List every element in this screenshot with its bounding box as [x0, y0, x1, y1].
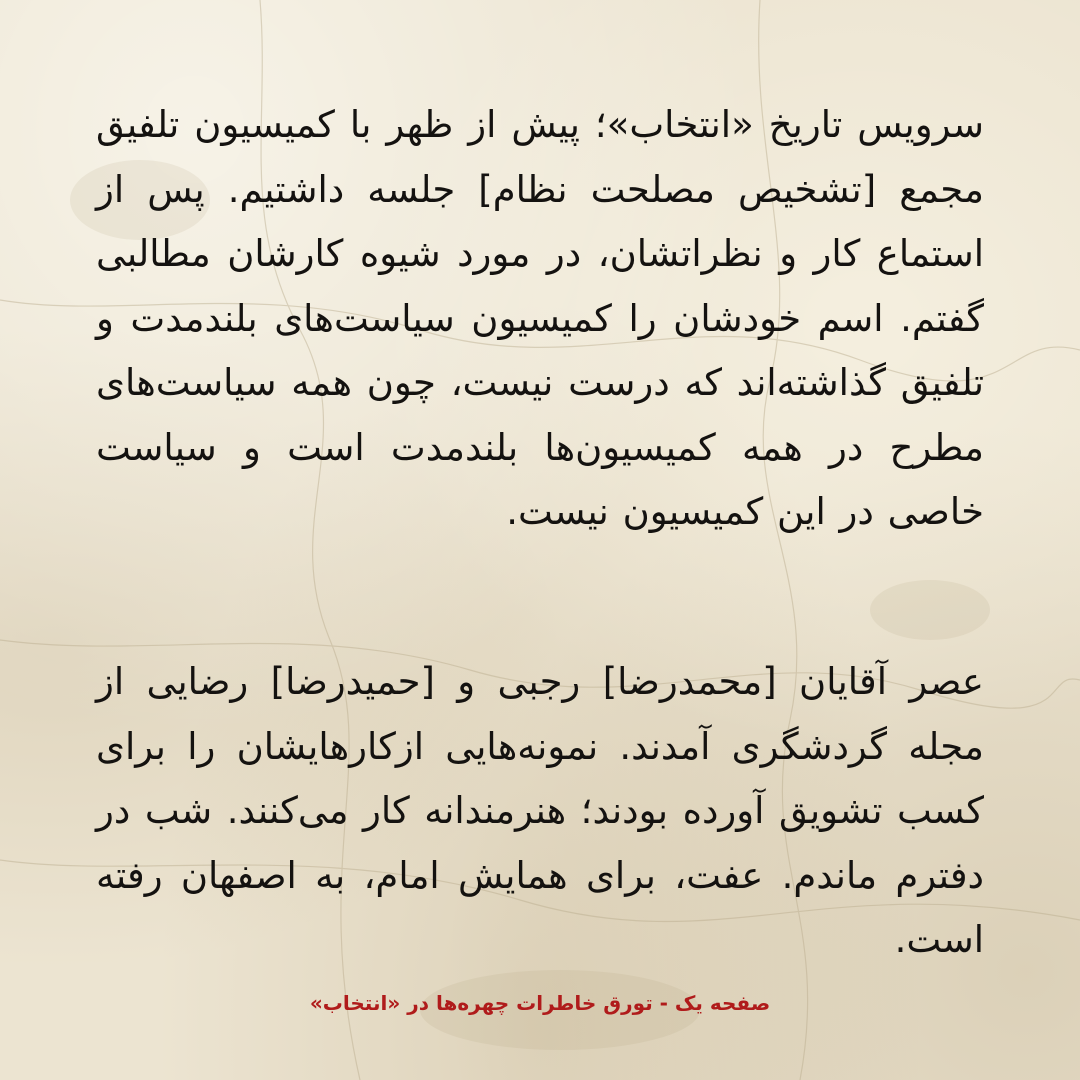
page-caption: صفحه یک - تورق خاطرات چهره‌ها در «انتخاب» [309, 991, 771, 1015]
paragraph-2: عصر آقایان [محمدرضا] رجبی و [حمیدرضا] رضایی از مجله گردشگری آمدند. نمونه‌هایی ازکارهایشان را برای کسب تشویق آورده بودند؛ هنرمندانه کار می‌کنند. شب در دفترم ماندم. عفت، برای همایش امام، به اصفهان رفته است. [96, 660, 984, 961]
paragraph-1: سرویس تاریخ «انتخاب»؛ پیش از ظهر با کمیسیون تلفیق مجمع [تشخیص مصلحت نظام] جلسه داشتیم. پس از استماع کار و نظراتشان، در مورد شیوه کارشان مطالبی گفتم. اسم خودشان را کمیسیون سیاست‌های بلندمدت و تلفیق گذاشته‌اند که درست نیست، چون همه سیاست‌های مطرح در همه کمیسیون‌ها بلندمدت است و سیاست خاصی در این کمیسیون نیست. [96, 103, 984, 533]
